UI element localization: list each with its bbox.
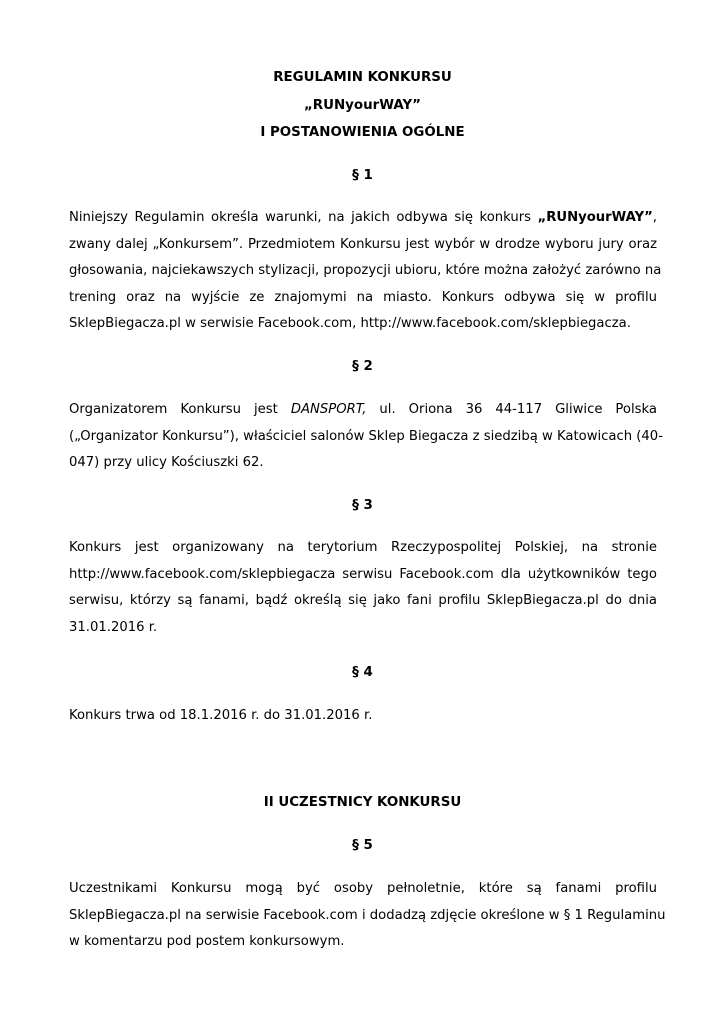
text-segment: ul. Oriona 36 44-117 Gliwice Polska (366, 402, 658, 417)
paragraph-4-heading: § 4 (352, 665, 373, 680)
part-2-heading: II UCZESTNICY KONKURSU (263, 795, 462, 810)
paragraph-3-line: http://www.facebook.com/sklepbiegacza serwisu Facebook.com dla użytkowników tego (69, 566, 657, 582)
paragraph-1-line (69, 205, 657, 232)
paragraph-3-line: serwisu, którzy są fanami, bądź określą się jako fani profilu SklepBiegacza.pl do dnia (69, 593, 657, 609)
contest-name-bold: „RUNyourWAY” (537, 210, 653, 225)
paragraph-2-line (69, 397, 657, 424)
paragraph-2-line: 047) przy ulicy Kościuszki 62. (69, 455, 264, 471)
paragraph-2-line: („Organizator Konkursu”), właściciel salonów Sklep Biegacza z siedzibą w Katowicach (40- (69, 428, 663, 444)
text-segment: Organizatorem Konkursu jest (69, 402, 291, 417)
paragraph-1-body (69, 205, 662, 338)
paragraph-5-line: Uczestnikami Konkursu mogą być osoby pełnoletnie, które są fanami profilu (69, 881, 657, 896)
paragraph-5-line: SklepBiegacza.pl na serwisie Facebook.com i dodadzą zdjęcie określone w § 1 Regulaminu (69, 907, 666, 923)
contest-name: „RUNyourWAY” (303, 98, 421, 113)
paragraph-5-body (69, 876, 666, 956)
paragraph-3-line: 31.01.2016 r. (69, 619, 158, 635)
paragraph-3-body (69, 535, 657, 641)
part-1-heading: I POSTANOWIENIA OGÓLNE (260, 125, 465, 140)
document-title: REGULAMIN KONKURSU (273, 70, 452, 85)
text-segment: , (652, 210, 657, 225)
text-segment: Niniejszy Regulamin określa warunki, na jakich odbywa się konkurs (69, 210, 538, 225)
paragraph-4-body (69, 703, 657, 730)
paragraph-5-line: w komentarzu pod postem konkursowym. (69, 934, 345, 950)
paragraph-1-line: SklepBiegacza.pl w serwisie Facebook.com, http://www.facebook.com/sklepbiegacza. (69, 316, 631, 332)
paragraph-3-line: Konkurs jest organizowany na terytorium Rzeczypospolitej Polskiej, na stronie (69, 540, 657, 555)
organizer-name: DANSPORT, (290, 402, 367, 417)
paragraph-1-line: trening oraz na wyjście ze znajomymi na miasto. Konkurs odbywa się w profilu (69, 289, 657, 305)
paragraph-4-line: Konkurs trwa od 18.1.2016 r. do 31.01.2016 r. (69, 708, 373, 723)
paragraph-1-line: zwany dalej „Konkursem”. Przedmiotem Konkursu jest wybór w drodze wyboru jury oraz (69, 236, 657, 252)
paragraph-3-heading: § 3 (352, 498, 373, 513)
paragraph-1-line: głosowania, najciekawszych stylizacji, propozycji ubioru, które można założyć zarówno na (69, 263, 662, 279)
paragraph-2-heading: § 2 (352, 359, 373, 374)
paragraph-1-heading: § 1 (352, 168, 373, 183)
paragraph-2-body (69, 397, 663, 477)
paragraph-5-heading: § 5 (352, 838, 373, 853)
